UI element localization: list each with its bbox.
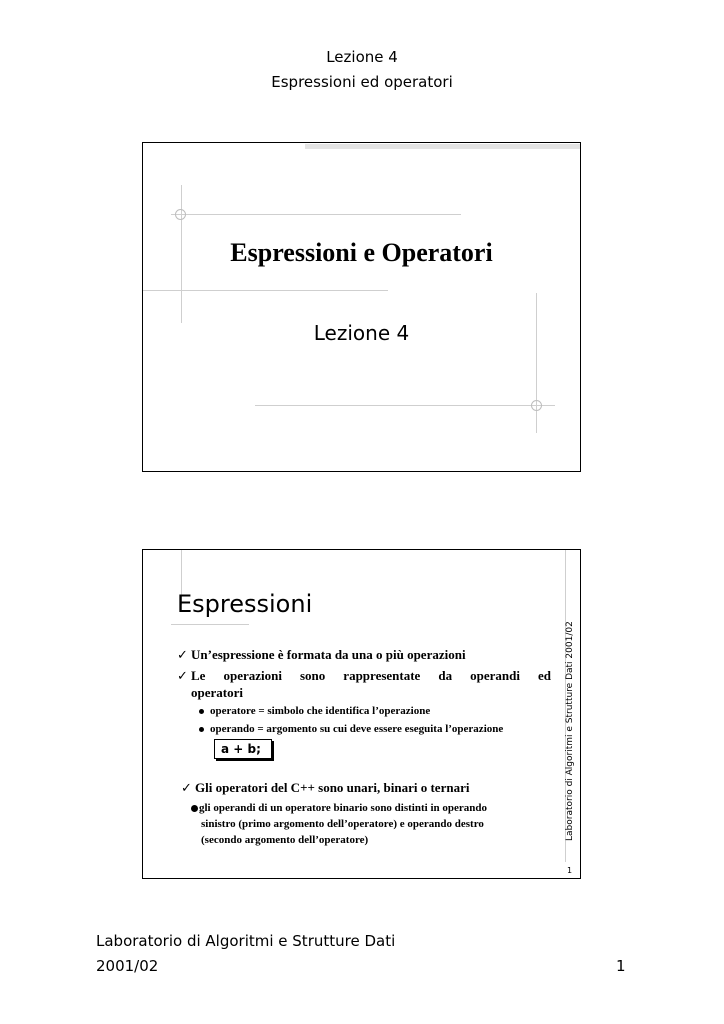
decor-line: [305, 144, 580, 149]
decor-line: [171, 624, 249, 625]
sub-bullet-text: operatore = simbolo che identifica l’operazione: [210, 705, 431, 717]
decor-circle: [175, 209, 186, 220]
bullet-text: Gli operatori del C++ sono unari, binari o ternari: [195, 780, 470, 795]
slide-page-number: 1: [567, 866, 573, 875]
footer-page-number: 1: [616, 957, 626, 975]
sub-bullet: [199, 722, 503, 737]
bullet-dot-icon: [191, 805, 198, 812]
bullet-item: [177, 667, 552, 684]
bullet-text: Un’espressione è formata da una o più operazioni: [191, 647, 466, 662]
bullet-text-cont: operatori: [191, 685, 243, 700]
check-icon: ✓: [177, 668, 188, 683]
code-box: a + b;: [214, 739, 272, 759]
decor-line: [143, 290, 388, 291]
page-header-lesson: Lezione 4: [326, 48, 398, 66]
check-icon: ✓: [181, 780, 192, 795]
page-header-topic: Espressioni ed operatori: [271, 73, 453, 91]
slide-title-subtitle: Lezione 4: [313, 321, 410, 345]
footer-course: Laboratorio di Algoritmi e Strutture Dati: [96, 932, 396, 950]
footer-year: 2001/02: [96, 957, 159, 975]
slide-side-text: Laboratorio di Algoritmi e Strutture Dati 2001/02: [565, 621, 575, 841]
decor-line: [171, 214, 461, 215]
decor-line: [255, 405, 555, 406]
bullet-text: Le operazioni sono rappresentate da operandi ed: [191, 668, 551, 683]
sub-bullet: [199, 704, 430, 719]
note-text: gli operandi di un operatore binario sono distinti in operando: [199, 802, 487, 814]
check-icon: ✓: [177, 647, 188, 662]
slide-espressioni: [142, 549, 581, 879]
decor-line: [536, 293, 537, 433]
bullet-dot-icon: [199, 727, 204, 732]
bullet-item: [177, 646, 466, 663]
bullet-dot-icon: [199, 709, 204, 714]
sub-bullet-text: operando = argomento su cui deve essere eseguita l’operazione: [210, 723, 504, 735]
bullet-item: [181, 779, 469, 796]
note-line: [191, 801, 487, 816]
decor-circle: [531, 400, 542, 411]
note-line: (secondo argomento dell’operatore): [201, 834, 369, 846]
slide-heading: Espressioni: [177, 590, 313, 618]
note-line: sinistro (primo argomento dell’operatore) e operando destro: [201, 818, 484, 830]
slide-title: [142, 142, 581, 472]
slide-title-heading: Espressioni e Operatori: [230, 238, 493, 267]
